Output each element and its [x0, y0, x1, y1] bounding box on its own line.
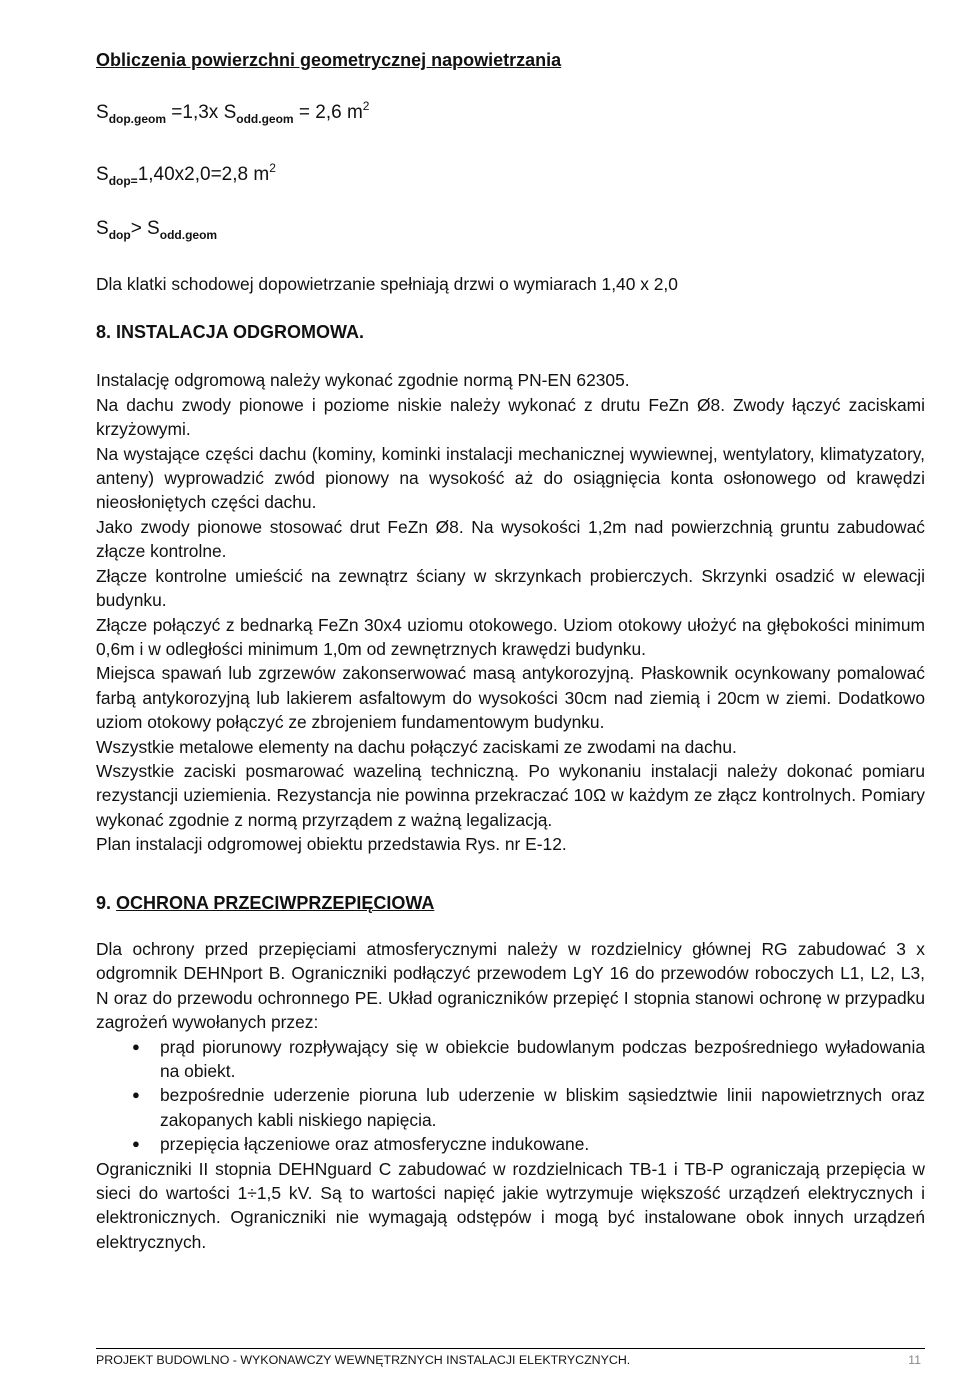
section-8-paragraph: Plan instalacji odgromowej obiektu przedstawia Rys. nr E-12.	[96, 834, 567, 855]
section-9-heading	[96, 891, 925, 915]
formula-comparison	[96, 217, 925, 247]
section-8-heading: 8. INSTALACJA ODGROMOWA.	[96, 322, 365, 343]
formula-result: = 2,6 m	[293, 102, 363, 124]
section-8-paragraph: Złącze kontrolne umieścić na zewnątrz ściany w skrzynkach probierczych. Skrzynki osadzić w elewacji budynku.	[96, 565, 925, 611]
page-footer	[96, 1348, 925, 1367]
formula-subscript: dop.geom	[108, 112, 167, 127]
formula-subscript: dop	[108, 228, 131, 243]
section-8-paragraph: Instalację odgromową należy wykonać zgodnie normą PN-EN 62305.	[96, 370, 630, 391]
formula-result: 1,40x2,0=2,8 m	[137, 163, 270, 185]
section-9-title: OCHRONA PRZECIWPRZEPIĘCIOWA	[116, 892, 435, 913]
section-8-paragraph: Wszystkie metalowe elementy na dachu połączyć zaciskami ze zwodami na dachu.	[96, 736, 737, 757]
section-8-paragraph: Miejsca spawań lub zgrzewów zakonserwować masą antykorozyjną. Płaskownik ocynkowany pomalować farbą antykorozyjną lub lakierem asfaltowym do wysokości 30cm nad ziemią i 20cm w ziemi. Dodatkowo uziom otokowy połączyć ze zbrojeniem fundamentowym budynku.	[96, 663, 925, 733]
footer-text: PROJEKT BUDOWLNO - WYKONAWCZY WEWNĘTRZNYCH INSTALACJI ELEKTRYCZNYCH.	[96, 1353, 631, 1367]
formula-symbol: S	[96, 218, 109, 240]
section-9-paragraph: Dla ochrony przed przepięciami atmosferycznymi należy w rozdzielnicy głównej RG zabudować 3 x odgromnik DEHNport B. Ograniczniki podłączyć przewodem LgY 16 do przewodów roboczych L1, L2, L3, N oraz do przewodu ochronnego PE. Układ ograniczników przepięć I stopnia stanowi ochronę w przypadku zagrożeń wywołanych przez:	[96, 938, 925, 1033]
formula-subscript: dop=	[108, 173, 138, 188]
document-page	[96, 44, 925, 1254]
section-8-body	[96, 368, 925, 856]
formula-subscript: odd.geom	[159, 228, 218, 243]
formula-subscript: odd.geom	[236, 112, 294, 127]
klatka-paragraph: Dla klatki schodowej dopowietrzanie spełniają drzwi o wymiarach 1,40 x 2,0	[96, 273, 678, 294]
formula-superscript: 2	[269, 160, 276, 175]
threat-list	[96, 1035, 925, 1157]
section-8-paragraph: Wszystkie zaciski posmarować wazeliną techniczną. Po wykonaniu instalacji należy dokonać pomiaru rezystancji uziemienia. Rezystancja nie powinna przekraczać 10Ω w każdym ze złącz kontrolnych. Pomiary wykonać zgodnie z normą przyrządem z ważną legalizacją.	[96, 760, 925, 830]
formula-s-dop-geom	[96, 94, 925, 131]
formula-s-dop	[96, 156, 925, 193]
section-9-number: 9.	[96, 892, 117, 913]
formula-middle: > S	[130, 218, 160, 240]
section-8-paragraph: Złącze połączyć z bednarką FeZn 30x4 uziomu otokowego. Uziom otokowy ułożyć na głębokości minimum 0,6m i w odległości minimum 1,0m od zewnętrznych krawędzi budynku.	[96, 614, 925, 659]
formula-symbol: S	[96, 102, 109, 124]
formula-symbol: S	[96, 163, 109, 185]
section-title: Obliczenia powierzchni geometrycznej napowietrzania	[96, 50, 562, 70]
formula-middle: =1,3x S	[166, 102, 237, 124]
section-8-paragraph: Na dachu zwody pionowe i poziome niskie należy wykonać z drutu FeZn Ø8. Zwody łączyć zaciskami krzyżowymi.	[96, 394, 925, 440]
section-9-body	[96, 937, 925, 1254]
page-number: 11	[908, 1353, 921, 1367]
section-8-paragraph: Jako zwody pionowe stosować drut FeZn Ø8. Na wysokości 1,2m nad powierzchnią gruntu zabudować złącze kontrolne.	[96, 516, 925, 562]
section-9-paragraph: Ograniczniki II stopnia DEHNguard C zabudować w rozdzielnicach TB-1 i TB-P ograniczają przepięcia w sieci do wartości 1÷1,5 kV. Są to wartości napięć jakie wytrzymuje większość urządzeń elektrycznych i elektronicznych. Ograniczniki nie wymagają odstępów i mogą być instalowane obok innych urządzeń elektrycznych.	[96, 1158, 925, 1252]
list-item: ● przepięcia łączeniowe oraz atmosferyczne indukowane.	[96, 1132, 925, 1156]
list-item: ● prąd piorunowy rozpływający się w obiekcie budowlanym podczas bezpośredniego wyładowania na obiekt.	[96, 1035, 925, 1084]
section-8-paragraph: Na wystające części dachu (kominy, kominki instalacji mechanicznej wywiewnej, wentylatory, klimatyzatory, anteny) wyprowadzić zwód pionowy na wysokość aż do osiągnięcia konta osłonowego od krawędzi nieosłoniętych części dachu.	[96, 443, 925, 513]
list-item: ● bezpośrednie uderzenie pioruna lub uderzenie w bliskim sąsiedztwie linii napowietrznych oraz zakopanych kabli niskiego napięcia.	[96, 1083, 925, 1132]
formula-superscript: 2	[362, 99, 370, 114]
